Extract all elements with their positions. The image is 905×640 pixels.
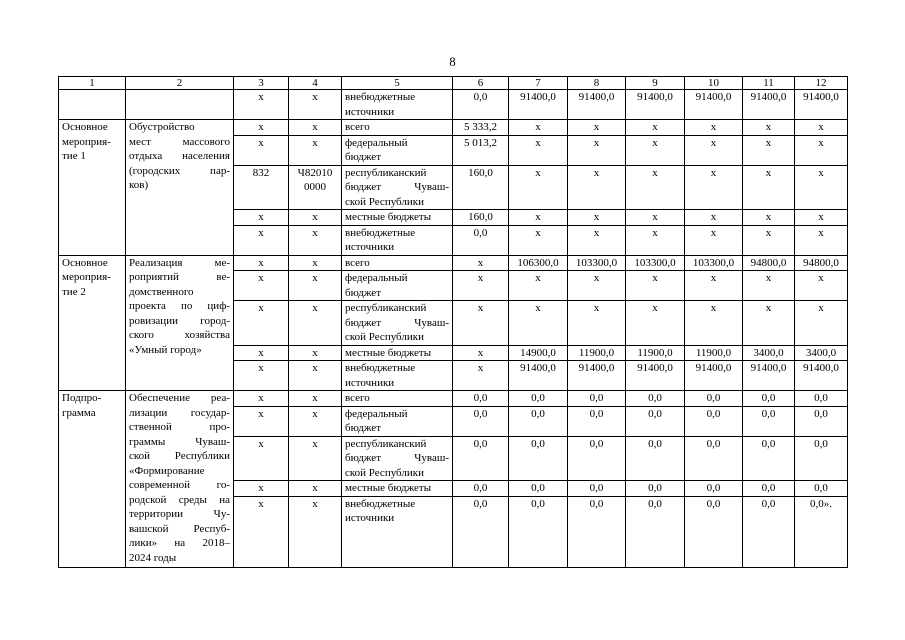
amount-cell: 91400,0	[743, 361, 795, 391]
amount-cell: 11900,0	[568, 345, 626, 361]
text-line: домственного	[129, 285, 194, 298]
amount-cell: 0,0	[568, 391, 626, 407]
text-line: федеральный	[345, 407, 408, 420]
text-line: источники	[345, 512, 395, 524]
amount-cell: 91400,0	[509, 90, 568, 120]
text-line: родской среды на	[129, 493, 230, 506]
amount-cell: 103300,0	[685, 255, 743, 271]
text-line: Обеспечение реа-	[129, 392, 230, 404]
amount-cell: 0,0	[626, 496, 685, 567]
amount-cell: 0,0	[626, 406, 685, 436]
text-line: х	[312, 482, 318, 494]
text-line: федеральный	[345, 136, 408, 149]
code-cell	[289, 255, 342, 271]
amount-cell: 91400,0	[795, 90, 848, 120]
code-cell	[289, 481, 342, 497]
amount-cell: 0,0	[509, 391, 568, 407]
table-row	[59, 120, 848, 136]
amount-cell: 0,0	[743, 436, 795, 481]
text-line: х	[312, 136, 318, 149]
text-line: х	[258, 346, 264, 359]
code-cell	[234, 90, 289, 120]
text-line: всего	[345, 256, 370, 269]
text-line: бюджет Чуваш-	[345, 181, 449, 193]
funding-source-cell	[342, 481, 453, 497]
amount-cell: 5 013,2	[453, 135, 509, 165]
amount-cell: х	[743, 271, 795, 301]
amount-cell: х	[568, 301, 626, 346]
header-row	[59, 77, 848, 90]
text-line: бюджет Чуваш-	[345, 316, 449, 329]
text-line: местные бюджеты	[345, 482, 432, 494]
text-line: х	[312, 211, 318, 223]
text-line: х	[258, 121, 264, 133]
amount-cell: х	[743, 120, 795, 136]
text-line: республиканский	[345, 302, 427, 314]
code-cell	[234, 135, 289, 165]
code-cell	[289, 345, 342, 361]
text-line: х	[312, 437, 318, 450]
amount-cell: х	[509, 225, 568, 255]
text-line: х	[312, 91, 318, 103]
amount-cell: 0,0».	[795, 496, 848, 567]
text-line: тие 2	[62, 285, 86, 298]
funding-source-cell	[342, 210, 453, 226]
amount-cell: 3400,0	[795, 345, 848, 361]
amount-cell: х	[685, 165, 743, 210]
amount-cell: х	[743, 210, 795, 226]
text-line: ской Республики	[129, 450, 230, 462]
code-cell	[234, 120, 289, 136]
text-line: мест массового	[129, 135, 230, 148]
text-line: Обустройство	[129, 121, 195, 133]
text-line: х	[312, 362, 318, 374]
amount-cell: 0,0	[453, 225, 509, 255]
text-line: х	[312, 346, 318, 359]
column-number-header: 3	[234, 77, 289, 90]
text-line: х	[258, 272, 264, 284]
amount-cell: х	[453, 301, 509, 346]
column-number-header: 5	[342, 77, 453, 90]
amount-cell: 0,0	[453, 496, 509, 567]
amount-cell: х	[509, 271, 568, 301]
code-cell	[289, 301, 342, 346]
amount-cell: 3400,0	[743, 345, 795, 361]
text-line: бюджет	[345, 151, 381, 163]
amount-cell: 0,0	[453, 481, 509, 497]
code-cell	[234, 345, 289, 361]
amount-cell: х	[795, 165, 848, 210]
text-line: всего	[345, 121, 370, 133]
funding-source-cell	[342, 391, 453, 407]
text-line: х	[258, 302, 264, 314]
text-line: Ч82010	[297, 166, 333, 179]
code-cell	[289, 496, 342, 567]
amount-cell: 91400,0	[685, 90, 743, 120]
funding-source-cell	[342, 165, 453, 210]
text-line: тие 1	[62, 150, 86, 162]
amount-cell: 0,0	[453, 436, 509, 481]
text-line: 2024 годы	[129, 551, 177, 564]
code-cell	[289, 90, 342, 120]
description-cell	[126, 90, 234, 120]
table-head	[59, 77, 848, 90]
text-line: х	[312, 256, 318, 269]
column-number-header: 2	[126, 77, 234, 90]
text-line: «Формирование	[129, 464, 205, 477]
description-cell	[126, 255, 234, 391]
text-line: лики» на 2018–	[129, 537, 230, 549]
text-line: х	[312, 226, 318, 239]
amount-cell: 0,0	[795, 481, 848, 497]
amount-cell: 0,0	[685, 481, 743, 497]
code-cell	[234, 301, 289, 346]
text-line: х	[258, 226, 264, 239]
text-line: х	[312, 272, 318, 284]
text-line: 832	[252, 166, 270, 179]
code-cell	[289, 436, 342, 481]
amount-cell: х	[568, 120, 626, 136]
column-number-header: 6	[453, 77, 509, 90]
text-line: внебюджетные	[345, 91, 416, 103]
amount-cell: 0,0	[568, 406, 626, 436]
amount-cell: х	[453, 345, 509, 361]
funding-source-cell	[342, 436, 453, 481]
amount-cell: 0,0	[453, 391, 509, 407]
amount-cell: 91400,0	[568, 90, 626, 120]
amount-cell: х	[568, 225, 626, 255]
text-line: 0000	[304, 181, 326, 193]
text-line: х	[258, 482, 264, 494]
column-number-header: 9	[626, 77, 685, 90]
amount-cell: 91400,0	[626, 90, 685, 120]
amount-cell: 0,0	[795, 406, 848, 436]
text-line: лизации государ-	[129, 406, 230, 419]
amount-cell: х	[568, 210, 626, 226]
text-line: (городских пар-	[129, 164, 230, 177]
amount-cell: х	[509, 165, 568, 210]
column-number-header: 8	[568, 77, 626, 90]
amount-cell: х	[626, 135, 685, 165]
amount-cell: х	[743, 165, 795, 210]
amount-cell: 0,0	[509, 436, 568, 481]
text-line: х	[258, 392, 264, 404]
text-line: х	[258, 437, 264, 450]
amount-cell: х	[795, 271, 848, 301]
text-line: Основное	[62, 121, 108, 133]
text-line: х	[258, 211, 264, 223]
text-line: мероприя-	[62, 135, 111, 148]
amount-cell: х	[685, 210, 743, 226]
text-line: проекта по циф-	[129, 300, 230, 312]
text-line: ской Республики	[345, 331, 424, 343]
code-cell	[289, 391, 342, 407]
amount-cell: х	[795, 135, 848, 165]
code-cell	[234, 496, 289, 567]
amount-cell: 0,0	[685, 406, 743, 436]
text-line: бюджет	[345, 286, 381, 299]
amount-cell: 0,0	[453, 406, 509, 436]
amount-cell: 5 333,2	[453, 120, 509, 136]
text-line: ской Республики	[345, 195, 424, 208]
funding-source-cell	[342, 361, 453, 391]
text-line: федеральный	[345, 272, 408, 284]
column-number-header: 12	[795, 77, 848, 90]
amount-cell: 0,0	[743, 481, 795, 497]
text-line: х	[258, 256, 264, 269]
text-line: республиканский	[345, 437, 427, 450]
text-line: роприятий ве-	[129, 271, 230, 283]
amount-cell: х	[626, 210, 685, 226]
budget-table	[58, 76, 848, 568]
text-line: Основное	[62, 256, 108, 269]
amount-cell: 0,0	[568, 481, 626, 497]
amount-cell: х	[509, 120, 568, 136]
code-cell	[234, 225, 289, 255]
amount-cell: 14900,0	[509, 345, 568, 361]
amount-cell: 91400,0	[743, 90, 795, 120]
text-line: х	[258, 91, 264, 103]
text-line: современной го-	[129, 479, 230, 491]
amount-cell: 94800,0	[795, 255, 848, 271]
amount-cell: х	[795, 225, 848, 255]
text-line: граммы Чуваш-	[129, 435, 230, 448]
amount-cell: 0,0	[685, 496, 743, 567]
column-number-header: 4	[289, 77, 342, 90]
amount-cell: 0,0	[685, 436, 743, 481]
amount-cell: 0,0	[626, 481, 685, 497]
text-line: Реализация ме-	[129, 256, 230, 269]
text-line: грамма	[62, 406, 96, 419]
amount-cell: х	[509, 210, 568, 226]
amount-cell: 0,0	[509, 481, 568, 497]
amount-cell: 0,0	[568, 436, 626, 481]
amount-cell: х	[685, 301, 743, 346]
amount-cell: х	[743, 135, 795, 165]
amount-cell: 0,0	[509, 406, 568, 436]
code-cell	[234, 271, 289, 301]
funding-source-cell	[342, 406, 453, 436]
funding-source-cell	[342, 90, 453, 120]
text-line: внебюджетные	[345, 226, 416, 239]
amount-cell: х	[685, 135, 743, 165]
amount-cell: 91400,0	[626, 361, 685, 391]
table-row	[59, 391, 848, 407]
amount-cell: 91400,0	[795, 361, 848, 391]
amount-cell: х	[626, 165, 685, 210]
amount-cell: х	[626, 301, 685, 346]
amount-cell: 0,0	[743, 391, 795, 407]
code-cell	[289, 135, 342, 165]
amount-cell: х	[453, 361, 509, 391]
text-line: ского хозяйства	[129, 329, 230, 341]
code-cell	[234, 436, 289, 481]
amount-cell: х	[795, 120, 848, 136]
table-body	[59, 90, 848, 568]
program-name-cell	[59, 391, 126, 568]
amount-cell: х	[626, 225, 685, 255]
text-line: х	[258, 497, 264, 510]
text-line: отдыха населения	[129, 150, 230, 162]
description-cell	[126, 120, 234, 256]
amount-cell: х	[795, 210, 848, 226]
text-line: х	[312, 121, 318, 133]
text-line: х	[312, 392, 318, 404]
text-line: источники	[345, 376, 395, 389]
amount-cell: х	[568, 165, 626, 210]
amount-cell: 11900,0	[626, 345, 685, 361]
amount-cell: х	[568, 135, 626, 165]
text-line: х	[312, 302, 318, 314]
text-line: территории Чу-	[129, 508, 230, 520]
text-line: бюджет	[345, 422, 381, 434]
funding-source-cell	[342, 345, 453, 361]
column-number-header: 7	[509, 77, 568, 90]
amount-cell: х	[509, 135, 568, 165]
text-line: Подпро-	[62, 392, 102, 404]
amount-cell: 160,0	[453, 210, 509, 226]
funding-source-cell	[342, 255, 453, 271]
amount-cell: х	[626, 120, 685, 136]
code-cell	[289, 361, 342, 391]
text-line: х	[258, 136, 264, 149]
page-number: 8	[449, 55, 456, 69]
code-cell	[234, 255, 289, 271]
funding-source-cell	[342, 120, 453, 136]
text-line: местные бюджеты	[345, 211, 432, 223]
code-cell	[289, 120, 342, 136]
code-cell	[289, 210, 342, 226]
code-cell	[234, 481, 289, 497]
text-line: ков)	[129, 179, 149, 191]
text-line: бюджет Чуваш-	[345, 452, 449, 464]
amount-cell: 0,0	[743, 406, 795, 436]
amount-cell: 91400,0	[568, 361, 626, 391]
amount-cell: 0,0	[795, 436, 848, 481]
description-cell	[126, 391, 234, 568]
code-cell	[234, 165, 289, 210]
funding-source-cell	[342, 225, 453, 255]
amount-cell: 91400,0	[509, 361, 568, 391]
amount-cell: 91400,0	[685, 361, 743, 391]
amount-cell: 0,0	[509, 496, 568, 567]
column-number-header: 11	[743, 77, 795, 90]
amount-cell: 0,0	[626, 436, 685, 481]
text-line: мероприя-	[62, 271, 111, 283]
program-name-cell	[59, 255, 126, 391]
code-cell	[234, 361, 289, 391]
code-cell	[234, 210, 289, 226]
funding-source-cell	[342, 496, 453, 567]
program-name-cell	[59, 90, 126, 120]
table-row	[59, 90, 848, 120]
column-number-header: 10	[685, 77, 743, 90]
text-line: ровизации город-	[129, 314, 230, 327]
text-line: ской Республики	[345, 466, 424, 479]
text-line: х	[312, 407, 318, 420]
amount-cell: 11900,0	[685, 345, 743, 361]
text-line: источники	[345, 241, 395, 253]
amount-cell: 0,0	[568, 496, 626, 567]
code-cell	[234, 391, 289, 407]
text-line: «Умный город»	[129, 343, 202, 356]
text-line: х	[312, 497, 318, 510]
amount-cell: х	[509, 301, 568, 346]
amount-cell: х	[743, 301, 795, 346]
code-cell	[289, 271, 342, 301]
amount-cell: х	[743, 225, 795, 255]
column-number-header: 1	[59, 77, 126, 90]
text-line: вашской Респуб-	[129, 522, 230, 535]
text-line: х	[258, 407, 264, 420]
text-line: местные бюджеты	[345, 346, 432, 359]
code-cell	[289, 165, 342, 210]
text-line: х	[258, 362, 264, 374]
code-cell	[289, 225, 342, 255]
amount-cell: 160,0	[453, 165, 509, 210]
program-name-cell	[59, 120, 126, 256]
text-line: республиканский	[345, 166, 427, 179]
amount-cell: 0,0	[685, 391, 743, 407]
amount-cell: х	[685, 271, 743, 301]
amount-cell: х	[568, 271, 626, 301]
amount-cell: х	[626, 271, 685, 301]
amount-cell: 106300,0	[509, 255, 568, 271]
amount-cell: 103300,0	[568, 255, 626, 271]
amount-cell: 0,0	[743, 496, 795, 567]
code-cell	[234, 406, 289, 436]
amount-cell: 0,0	[453, 90, 509, 120]
funding-source-cell	[342, 271, 453, 301]
code-cell	[289, 406, 342, 436]
text-line: внебюджетные	[345, 362, 416, 374]
amount-cell: 94800,0	[743, 255, 795, 271]
text-line: внебюджетные	[345, 497, 416, 510]
amount-cell: х	[453, 255, 509, 271]
funding-source-cell	[342, 301, 453, 346]
amount-cell: х	[795, 301, 848, 346]
amount-cell: 0,0	[795, 391, 848, 407]
funding-source-cell	[342, 135, 453, 165]
table-row	[59, 255, 848, 271]
amount-cell: 103300,0	[626, 255, 685, 271]
amount-cell: х	[685, 120, 743, 136]
text-line: ственной про-	[129, 421, 230, 433]
amount-cell: х	[685, 225, 743, 255]
amount-cell: 0,0	[626, 391, 685, 407]
amount-cell: х	[453, 271, 509, 301]
text-line: источники	[345, 105, 395, 118]
text-line: всего	[345, 392, 370, 404]
